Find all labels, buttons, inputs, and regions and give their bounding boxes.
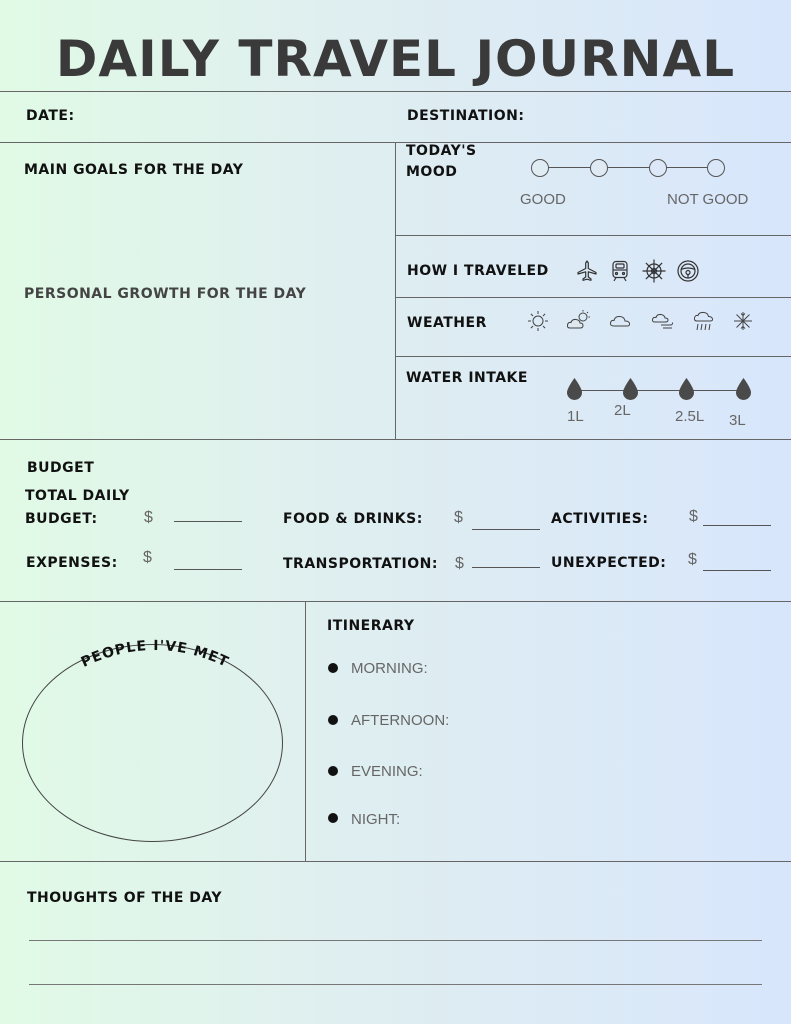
total-budget-label-line1: TOTAL DAILY: [25, 488, 130, 504]
bullet: [328, 813, 338, 823]
water-level-label: 3L: [729, 412, 746, 429]
itinerary-morning[interactable]: MORNING:: [351, 660, 428, 677]
currency-symbol: $: [144, 509, 153, 526]
mood-option-3[interactable]: [649, 159, 667, 177]
divider: [0, 601, 791, 602]
page-title: DAILY TRAVEL JOURNAL: [55, 30, 736, 88]
water-level-label: 2.5L: [675, 408, 705, 425]
mood-good-label: GOOD: [520, 191, 566, 208]
mood-scale-line: [540, 167, 716, 168]
budget-title: BUDGET: [27, 460, 95, 476]
itinerary-title: ITINERARY: [327, 618, 415, 634]
train-icon[interactable]: [608, 259, 632, 283]
weather-label: WEATHER: [407, 315, 487, 331]
travel-label: HOW I TRAVELED: [407, 263, 549, 279]
unexpected-input[interactable]: [703, 570, 771, 571]
mood-option-4[interactable]: [707, 159, 725, 177]
divider: [395, 356, 791, 357]
mood-option-2[interactable]: [590, 159, 608, 177]
divider: [395, 297, 791, 298]
thoughts-line[interactable]: [29, 984, 762, 985]
steering-wheel-icon[interactable]: [676, 259, 700, 283]
transportation-input[interactable]: [472, 567, 540, 568]
thoughts-line[interactable]: [29, 940, 762, 941]
ship-wheel-icon[interactable]: [641, 258, 667, 284]
expenses-label: EXPENSES:: [26, 555, 118, 571]
divider: [395, 235, 791, 236]
divider: [0, 91, 791, 92]
unexpected-label: UNEXPECTED:: [551, 555, 667, 571]
svg-text:PEOPLE I'VE MET: [79, 638, 232, 671]
total-budget-input[interactable]: [174, 521, 242, 522]
snowflake-icon[interactable]: [733, 311, 753, 331]
water-scale-line: [575, 390, 743, 391]
personal-growth-field[interactable]: PERSONAL GROWTH FOR THE DAY: [24, 286, 307, 302]
people-met-arc-label-svg: [60, 628, 250, 688]
activities-input[interactable]: [703, 525, 771, 526]
itinerary-evening[interactable]: EVENING:: [351, 763, 423, 780]
currency-symbol: $: [455, 555, 464, 572]
bullet: [328, 663, 338, 673]
mood-label-line1: TODAY'S: [406, 143, 477, 159]
mood-option-1[interactable]: [531, 159, 549, 177]
currency-symbol: $: [688, 551, 697, 568]
thoughts-label: THOUGHTS OF THE DAY: [27, 890, 223, 906]
itinerary-night[interactable]: NIGHT:: [351, 811, 401, 828]
currency-symbol: $: [143, 549, 152, 566]
water-drop-icon[interactable]: [678, 377, 695, 401]
water-intake-label: WATER INTAKE: [406, 370, 528, 386]
sun-icon[interactable]: [527, 310, 549, 332]
divider: [0, 439, 791, 440]
total-budget-label-line2: BUDGET:: [25, 511, 98, 527]
activities-label: ACTIVITIES:: [551, 511, 649, 527]
food-drinks-input[interactable]: [472, 529, 540, 530]
bullet: [328, 766, 338, 776]
destination-field[interactable]: DESTINATION:: [407, 108, 525, 124]
water-level-label: 1L: [567, 408, 584, 425]
divider: [305, 601, 306, 861]
currency-symbol: $: [689, 508, 698, 525]
expenses-input[interactable]: [174, 569, 242, 570]
partly-cloudy-icon[interactable]: [566, 309, 592, 331]
currency-symbol: $: [454, 509, 463, 526]
date-field[interactable]: DATE:: [26, 108, 75, 124]
windy-icon[interactable]: [651, 311, 675, 331]
people-met-label: PEOPLE I'VE MET: [78, 637, 232, 671]
itinerary-afternoon[interactable]: AFTERNOON:: [351, 712, 450, 729]
mood-label-line2: MOOD: [406, 164, 458, 180]
divider: [0, 861, 791, 862]
water-drop-icon[interactable]: [566, 377, 583, 401]
food-drinks-label: FOOD & DRINKS:: [283, 511, 423, 527]
water-drop-icon[interactable]: [622, 377, 639, 401]
transportation-label: TRANSPORTATION:: [283, 556, 438, 572]
mood-not-good-label: NOT GOOD: [667, 191, 749, 208]
cloud-icon[interactable]: [609, 312, 633, 330]
bullet: [328, 715, 338, 725]
main-goals-field[interactable]: MAIN GOALS FOR THE DAY: [24, 162, 244, 178]
rain-icon[interactable]: [693, 310, 715, 332]
water-drop-icon[interactable]: [735, 377, 752, 401]
divider: [395, 142, 396, 439]
water-level-label: 2L: [614, 402, 631, 419]
airplane-icon[interactable]: [575, 259, 599, 283]
